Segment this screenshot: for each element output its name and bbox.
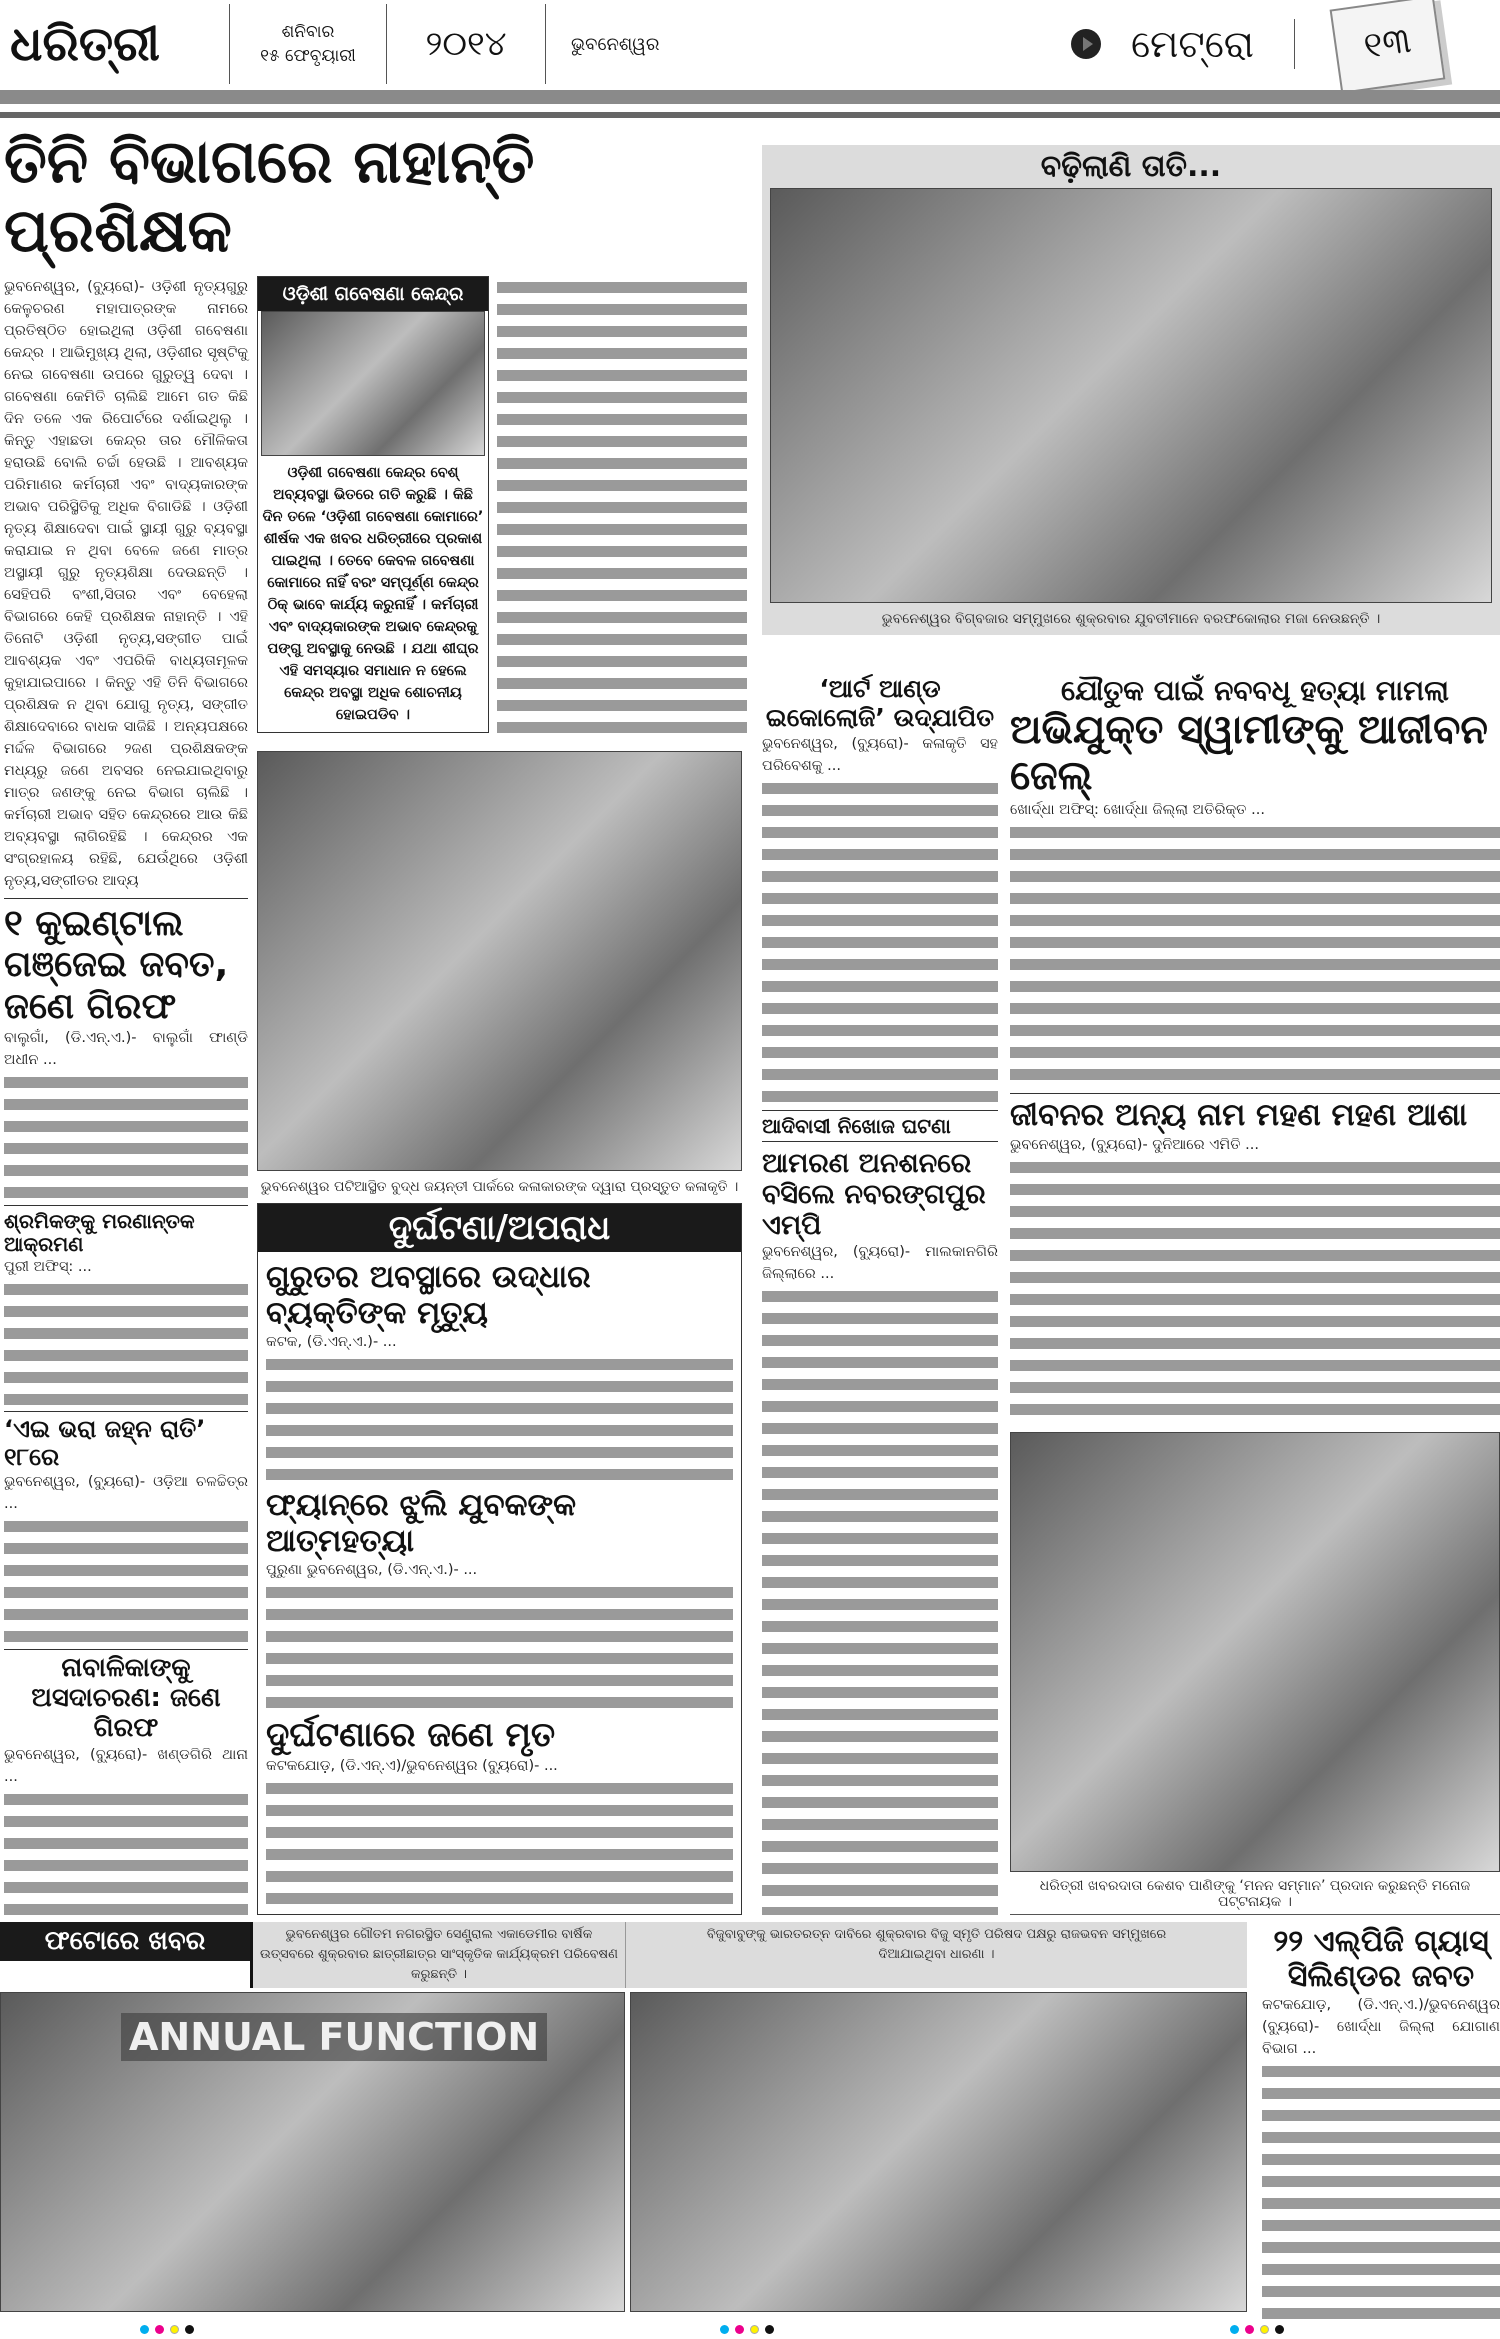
story-headline: ନାବାଳିକାଙ୍କୁ ଅସଦାଚରଣ: ଜଣେ ଗିରଫ — [4, 1649, 248, 1744]
lead-body-continued — [497, 276, 747, 733]
story-kicker: ଯୌତୁକ ପାଇଁ ନବବଧୂ ହତ୍ୟା ମାମଲା — [1061, 674, 1449, 707]
photo-news — [0, 1922, 1247, 2312]
column-a — [4, 276, 248, 1915]
color-dot — [720, 2325, 729, 2334]
sidebar-box — [257, 276, 489, 733]
story-body: ପୁରୁଣା ଭୁବନେଶ୍ୱର, (ଡି.ଏନ୍.ଏ.)- ... — [266, 1562, 478, 1579]
story-body-text — [4, 1278, 248, 1406]
color-dot — [155, 2325, 164, 2334]
color-dot — [1260, 2325, 1269, 2334]
crime-box — [257, 1203, 742, 1915]
dharna-photo — [630, 1992, 1247, 2312]
story-headline: ଗୁରୁତର ଅବସ୍ଥାରେ ଉଦ୍ଧାର ବ୍ୟକ୍ତିଙ୍କ ମୃତ୍ୟୁ — [266, 1259, 591, 1331]
column-d — [762, 675, 998, 1915]
story-headline: ଶ୍ରମିକଙ୍କୁ ମରଣାନ୍ତକ ଆକ୍ରମଣ — [4, 1205, 248, 1256]
story-body: ଭୁବନେଶ୍ୱର, (ବ୍ୟୁରୋ)- କଳାକୃତି ସହ ପରିବେଶକୁ ... — [762, 735, 998, 774]
story-headline: ‘ଏଇ ଭରା ଜହ୍ନ ରାତି’ ୧୮ରେ — [4, 1411, 248, 1471]
color-dot — [765, 2325, 774, 2334]
story-body-text — [1262, 2060, 1500, 2320]
photo-caption: ଭୁବନେଶ୍ୱର ଗୌତମ ନଗରସ୍ଥିତ ସେଣ୍ଟ୍ରାଲ ଏକାଡେମୀର ବାର୍ଷିକ ଉତ୍ସବରେ ଶୁକ୍ରବାର ଛାତ୍ରୀଛାତ୍ର ସାଂସ୍କୃତିକ କାର୍ଯ୍ୟକ୍ରମ ପରିବେଷଣ କରୁଛନ୍ତି । — [250, 1922, 625, 1988]
story-body-text — [4, 1515, 248, 1643]
registration-dots — [720, 2325, 774, 2334]
story-kicker: ଆଦିବାସୀ ନିଖୋଜ ଘଟଣା — [762, 1110, 998, 1142]
award-ceremony-photo — [1010, 1432, 1500, 1872]
story-body: କଟକ, (ଡି.ଏନ୍.ଏ.)- ... — [266, 1334, 397, 1351]
lead-headline: ତିନି ବିଭାଗରେ ନାହାନ୍ତି ପ୍ରଶିକ୍ଷକ — [4, 127, 535, 266]
play-bullet-icon — [1071, 29, 1101, 59]
column-e — [1010, 675, 1500, 1915]
left-columns — [4, 276, 755, 1915]
photo-news-label: ଫଟୋରେ ଖବର — [0, 1922, 250, 1961]
story-body-text — [266, 1581, 733, 1710]
story-headline: ଦୁର୍ଘଟଣାରେ ଜଣେ ମୃତ — [266, 1715, 556, 1756]
date: ୧୫ ଫେବୃୟାରୀ — [260, 46, 356, 66]
girls-ice-cola-photo — [770, 188, 1492, 603]
photo-caption: ଧରିତ୍ରୀ ଖବରଦାତା କେଶବ ପାଣିଙ୍କୁ ‘ମନନ ସମ୍ମାନ’ ପ୍ରଦାନ କରୁଛନ୍ତି ମନୋଜ ପଟ୍ଟନାୟକ । — [1010, 1872, 1500, 1915]
color-dot — [170, 2325, 179, 2334]
box-title: ଓଡ଼ିଶୀ ଗବେଷଣା କେନ୍ଦ୍ର — [258, 277, 488, 311]
story-body-text — [4, 1071, 248, 1199]
section-label — [1071, 19, 1295, 69]
photo-news-photos — [0, 1992, 1247, 2312]
header-rule — [0, 112, 1500, 118]
section-banner: ଦୁର୍ଘଟଣା/ଅପରାଧ — [258, 1204, 741, 1252]
crime-stories — [258, 1252, 741, 1914]
story-body-text — [4, 1788, 248, 1916]
story-headline: ଆମରଣ ଅନଶନରେ ବସିଲେ ନବରଙ୍ଗପୁର ଏମ୍‌ପି — [762, 1147, 986, 1241]
box-text: ଓଡ଼ିଶୀ ଗବେଷଣା କେନ୍ଦ୍ର ବେଶ୍ ଅବ୍ୟବସ୍ଥା ଭିତରେ ଗତି କରୁଛି । କିଛି ଦିନ ତଳେ ‘ଓଡ଼ିଶୀ ଗବେଷଣା କୋମାରେ’ ଶୀର୍ଷକ ଏକ ଖବର ଧରିତ୍ରୀରେ ପ୍ରକାଶ ପାଇଥିଲା । ତେବେ କେବଳ ଗବେଷଣା କୋମାରେ ନାହିଁ ବରଂ ସମ୍ପୂର୍ଣ୍ଣ କେନ୍ଦ୍ର ଠିକ୍ ଭାବେ କାର୍ଯ୍ୟ କରୁନାହିଁ । କର୍ମଚାରୀ ଏବଂ ବାଦ୍ୟକାରଙ୍କ ଅଭାବ କେନ୍ଦ୍ରକୁ ପଙ୍ଗୁ ଅବସ୍ଥାକୁ ନେଉଛି । ଯଥା ଶୀଘ୍ର ଏହି ସମସ୍ୟାର ସମାଧାନ ନ ହେଲେ କେନ୍ଦ୍ର ଅବସ୍ଥା ଅଧିକ ଶୋଚନୀୟ ହୋଇପଡିବ । — [262, 465, 484, 723]
color-dot — [1275, 2325, 1284, 2334]
story-body: ବାଲୁଗାଁ, (ଡି.ଏନ୍.ଏ.)- ବାଲୁଗାଁ ଫାଣ୍ଡି ଅଧୀନ ... — [4, 1030, 248, 1069]
story-body-text — [1010, 821, 1500, 1087]
color-dot — [185, 2325, 194, 2334]
story-body-text — [1010, 1156, 1500, 1422]
annual-function-photo — [0, 1992, 625, 2312]
right-columns — [762, 675, 1500, 1915]
story-body: ଭୁବନେଶ୍ୱର, (ବ୍ୟୁରୋ)- ଖଣ୍ଡଗିରି ଥାନା ... — [4, 1746, 248, 1785]
photo-caption: ଭୁବନେଶ୍ୱର ପଟିଆସ୍ଥିତ ବୁଦ୍ଧ ଜୟନ୍ତୀ ପାର୍କରେ କଳାକାରଙ୍କ ଦ୍ୱାରା ପ୍ରସ୍ତୁତ କଳାକୃତି । — [260, 1179, 739, 1195]
issue-year: ୨୦୧୪ — [387, 4, 546, 84]
story-body: କଟକଯୋଡ଼, (ଡି.ଏନ୍.ଏ.)/ଭୁବନେଶ୍ୱର (ବ୍ୟୁରୋ)- ଖୋର୍ଦ୍ଧା ଜିଲ୍ଲା ଯୋଗାଣ ବିଭାଗ ... — [1262, 1997, 1500, 2057]
header-rule — [0, 90, 1500, 104]
issue-date — [230, 4, 387, 84]
color-dot — [735, 2325, 744, 2334]
story-headline: ୨୨ ଏଲ୍‌ପିଜି ଗ୍ୟାସ୍ ସିଲିଣ୍ଡର ଜବତ — [1273, 1924, 1489, 1994]
story-headline: ଫ୍ୟାନ୍‌ରେ ଝୁଲି ଯୁବକଙ୍କ ଆତ୍ମହତ୍ୟା — [266, 1487, 577, 1559]
photo-news-header — [0, 1922, 1247, 1988]
story-body: ଖୋର୍ଦ୍ଧା ଅଫିସ୍: ଖୋର୍ଦ୍ଧା ଜିଲ୍ଲା ଅତିରିକ୍ତ ... — [1010, 802, 1265, 819]
column-bc — [257, 276, 755, 1915]
color-dot — [1245, 2325, 1254, 2334]
photo-caption: ବିଜୁବାବୁଙ୍କୁ ଭାରତରତ୍ନ ଦାବିରେ ଶୁକ୍ରବାର ବିଜୁ ସ୍ମୃତି ପରିଷଦ ପକ୍ଷରୁ ରାଜଭବନ ସମ୍ମୁଖରେ ଦିଆଯାଇଥିବା ଧାରଣା । — [625, 1922, 1247, 1988]
section-name: ମେଟ୍ରୋ — [1130, 21, 1254, 66]
park-sculpture-photo — [257, 751, 742, 1171]
heat-photo-feature — [762, 145, 1500, 635]
banner-text: ANNUAL FUNCTION — [121, 2013, 547, 2061]
left-area — [4, 128, 755, 1915]
newspaper-logo: ଧରିତ୍ରୀ — [0, 4, 230, 84]
story-headline: ଜୀବନର ଅନ୍ୟ ନାମ ମହଣ ମହଣ ଆଶା — [1010, 1093, 1500, 1134]
lpg-story — [1262, 1925, 1500, 2320]
story-headline: ‘ଆର୍ଟ ଆଣ୍ଡ ଇକୋଲୋଜି’ ଉଦ୍‌ଯାପିତ — [765, 674, 995, 732]
edition-city: ଭୁବନେଶ୍ୱର — [571, 33, 660, 55]
story-body: କଟକଯୋଡ଼, (ଡି.ଏନ୍.ଏ)/ଭୁବନେଶ୍ୱର (ବ୍ୟୁରୋ)- ... — [266, 1758, 558, 1775]
registration-dots — [1230, 2325, 1284, 2334]
right-area — [762, 145, 1500, 1915]
photo-caption: ଭୁବନେଶ୍ୱର ବିଗ୍‌ବଜାର ସମ୍ମୁଖରେ ଶୁକ୍ରବାର ଯୁବତୀମାନେ ବରଫକୋଲାର ମଜା ନେଉଛନ୍ତି । — [881, 611, 1381, 627]
story-body: ଭୁବନେଶ୍ୱର, (ବ୍ୟୁରୋ)- ଓଡ଼ିଆ ଚଳଚ୍ଚିତ୍ର ... — [4, 1474, 248, 1513]
story-body: ପୁରୀ ଅଫିସ୍: ... — [4, 1258, 92, 1275]
story-body-text — [266, 1353, 733, 1482]
story-body: ଭୁବନେଶ୍ୱର, (ବ୍ୟୁରୋ)- ମାଲକାନଗିରି ଜିଲ୍ଲାରେ ... — [762, 1243, 998, 1282]
story-body: ଭୁବନେଶ୍ୱର, (ବ୍ୟୁରୋ)- ଦୁନିଆରେ ଏମିତି ... — [1010, 1136, 1259, 1153]
page-number: ୧୩ — [1330, 0, 1446, 93]
story-body-text — [762, 777, 998, 1102]
research-centre-photo — [261, 311, 485, 456]
story-body-text — [266, 1777, 733, 1906]
color-dot — [750, 2325, 759, 2334]
feature-title: ବଢ଼ିଲାଣି ତାତି... — [1040, 149, 1222, 184]
color-dot — [1230, 2325, 1239, 2334]
registration-dots — [140, 2325, 194, 2334]
lead-body: ଭୁବନେଶ୍ୱର, (ବ୍ୟୁରୋ)- ଓଡ଼ିଶୀ ନୃତ୍ୟଗୁରୁ କେଳୁଚରଣ ମହାପାତ୍ରଙ୍କ ନାମରେ ପ୍ରତିଷ୍ଠିତ ହୋଇଥିଲା ଓଡ଼ିଶୀ ଗବେଷଣା କେନ୍ଦ୍ର । ଆଭିମୁଖ୍ୟ ଥିଲା, ଓଡ଼ିଶୀର ସୃଷ୍ଟିକୁ ନେଇ ଗବେଷଣା ଉପରେ ଗୁରୁତ୍ୱ ଦେବା । ଗବେଷଣା କେମିତି ଚାଲିଛି ଆମେ ଗତ କିଛି ଦିନ ତଳେ ଏକ ରିପୋର୍ଟରେ ଦର୍ଶାଇଥିଲୁ । କିନ୍ତୁ ଏହାଛଡା କେନ୍ଦ୍ର ତାର ମୌଳିକତା ହରାଉଛି ବୋଲି ଚର୍ଚ୍ଚା ହେଉଛି । ଆବଶ୍ୟକ ପରିମାଣର କର୍ମଚାରୀ ଏବଂ ବାଦ୍ୟକାରଙ୍କ ଅଭାବ ପରିସ୍ଥିତିକୁ ଅଧିକ ବିଗାଡିଛି । ଓଡ଼ିଶୀ ନୃତ୍ୟ ଶିକ୍ଷାଦେବା ପାଇଁ ସ୍ଥାୟୀ ଗୁରୁ ବ୍ୟବସ୍ଥା କରାଯାଇ ନ ଥିବା ବେଳେ ଜଣେ ମାତ୍ର ଅସ୍ଥାୟୀ ଗୁରୁ ନୃତ୍ୟଶିକ୍ଷା ଦେଉଛନ୍ତି । ସେହିପରି ବଂଶୀ,ସିତାର ଏବଂ ବେହେଲା ବିଭାଗରେ କେହି ପ୍ରଶିକ୍ଷକ ନାହାନ୍ତି । ଏହି ତିନୋଟି ଓଡ଼ିଶୀ ନୃତ୍ୟ,ସଙ୍ଗୀତ ପାଇଁ ଆବଶ୍ୟକ ଏବଂ ଏପରିକି ବାଧ୍ୟତାମୂଳକ କୁହାଯାଇପାରେ । କିନ୍ତୁ ଏହି ତିନି ବିଭାଗରେ ପ୍ରଶିକ୍ଷକ ନ ଥିବା ଯୋଗୁ ନୃତ୍ୟ, ସଙ୍ଗୀତ ଶିକ୍ଷାଦେବାରେ ବାଧକ ସାଜିଛି । ଅନ୍ୟପକ୍ଷରେ ମର୍ଦ୍ଦଳ ବିଭାଗରେ ୨ଜଣ ପ୍ରଶିକ୍ଷକଙ୍କ ମଧ୍ୟରୁ ଜଣେ ଅବସର ନେଇଯାଇଥିବାରୁ ମାତ୍ର ଜଣଙ୍କୁ ନେଇ ବିଭାଗ ଚାଲିଛି । କର୍ମଚାରୀ ଅଭାବ ସହିତ କେନ୍ଦ୍ରରେ ଆଉ କିଛି ଅବ୍ୟବସ୍ଥା ଲାଗିରହିଛି । କେନ୍ଦ୍ରର ଏକ ସଂଗ୍ରହାଳୟ ରହିଛି, ଯେଉଁଥିରେ ଓଡ଼ିଶୀ ନୃତ୍ୟ,ସଙ୍ଗୀତର ଆଦ୍ୟ — [4, 279, 248, 889]
weekday: ଶନିବାର — [281, 22, 335, 42]
lead-row — [257, 276, 755, 733]
color-dot — [140, 2325, 149, 2334]
story-body-text — [762, 1285, 998, 1915]
story-headline: ଅଭିଯୁକ୍ତ ସ୍ୱାମୀଙ୍କୁ ଆଜୀବନ ଜେଲ୍ — [1010, 707, 1488, 800]
story-headline: ୧ କୁଇଣ୍ଟାଲ ଗଞ୍ଜେଇ ଜବତ, ଜଣେ ଗିରଫ — [4, 898, 248, 1027]
masthead — [0, 0, 1500, 88]
